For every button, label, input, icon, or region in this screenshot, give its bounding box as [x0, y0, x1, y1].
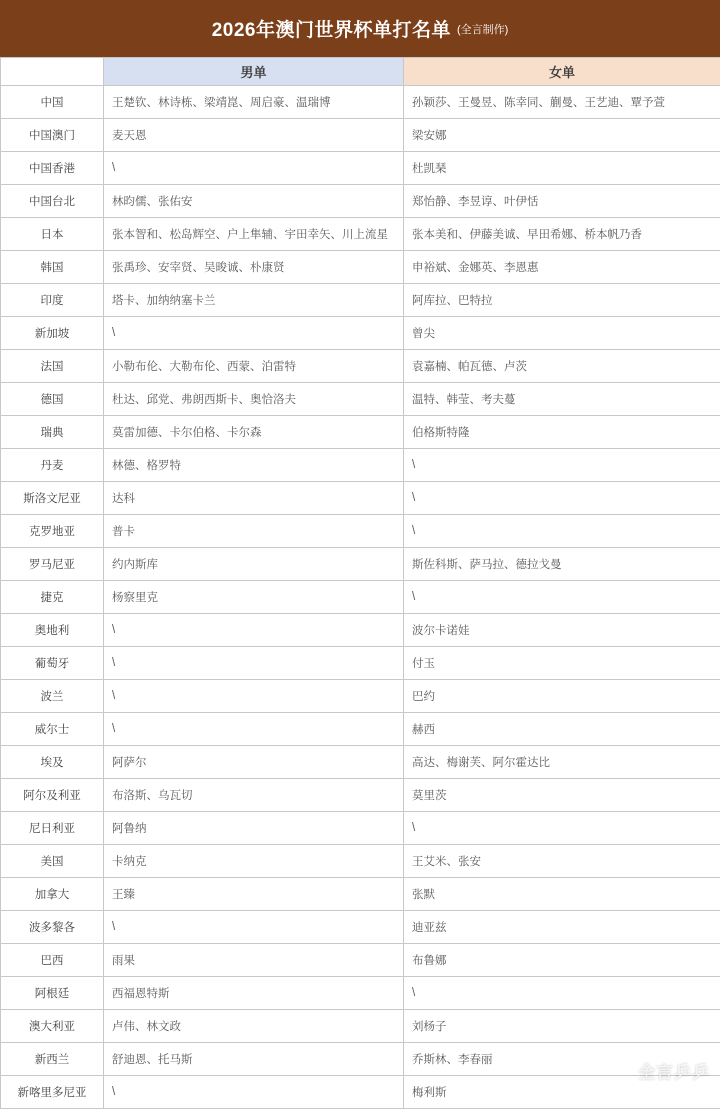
table-row — [1, 1010, 720, 1043]
watermark-label: 全言乒乒 — [638, 1058, 710, 1083]
cell-mens-singles: 杨察里克 — [104, 581, 404, 614]
cell-mens-singles: 张本智和、松岛辉空、户上隼辅、宇田幸矢、川上流星 — [104, 218, 404, 251]
document-title-bar — [0, 0, 720, 57]
table-row — [1, 515, 720, 548]
cell-mens-singles: 林德、格罗特 — [104, 449, 404, 482]
column-header-mens-singles: 男单 — [104, 58, 404, 86]
table-row — [1, 944, 720, 977]
cell-country: 丹麦 — [1, 449, 104, 482]
table-row — [1, 1076, 720, 1109]
cell-country: 中国香港 — [1, 152, 104, 185]
cell-womens-singles: 温特、韩莹、考夫蔓 — [404, 383, 720, 416]
cell-mens-singles: \ — [104, 647, 404, 680]
table-row — [1, 911, 720, 944]
table-row — [1, 185, 720, 218]
cell-country: 葡萄牙 — [1, 647, 104, 680]
cell-mens-singles: 舒迪恩、托马斯 — [104, 1043, 404, 1076]
cell-country: 美国 — [1, 845, 104, 878]
cell-mens-singles: 西福恩特斯 — [104, 977, 404, 1010]
cell-mens-singles: \ — [104, 680, 404, 713]
cell-mens-singles: 王楚钦、林诗栋、梁靖崑、周启豪、温瑞博 — [104, 86, 404, 119]
table-row — [1, 1043, 720, 1076]
cell-womens-singles: 乔斯林、李春丽 — [404, 1043, 720, 1076]
table-header-row — [1, 58, 720, 86]
cell-womens-singles: 斯佐科斯、萨马拉、德拉戈曼 — [404, 548, 720, 581]
cell-womens-singles: 张默 — [404, 878, 720, 911]
cell-mens-singles: 达科 — [104, 482, 404, 515]
cell-womens-singles: 付玉 — [404, 647, 720, 680]
cell-mens-singles: 阿萨尔 — [104, 746, 404, 779]
cell-womens-singles: 张本美和、伊藤美诚、早田希娜、桥本帆乃香 — [404, 218, 720, 251]
cell-country: 斯洛文尼亚 — [1, 482, 104, 515]
cell-mens-singles: 普卡 — [104, 515, 404, 548]
cell-mens-singles: 王臻 — [104, 878, 404, 911]
cell-country: 加拿大 — [1, 878, 104, 911]
table-row — [1, 977, 720, 1010]
cell-country: 阿根廷 — [1, 977, 104, 1010]
table-row — [1, 746, 720, 779]
table-row — [1, 86, 720, 119]
cell-womens-singles: 波尔卡诺娃 — [404, 614, 720, 647]
table-row — [1, 350, 720, 383]
cell-country: 埃及 — [1, 746, 104, 779]
cell-womens-singles: 杜凯琹 — [404, 152, 720, 185]
cell-mens-singles: 雨果 — [104, 944, 404, 977]
table-row — [1, 878, 720, 911]
cell-mens-singles: 约内斯库 — [104, 548, 404, 581]
cell-womens-singles: 迪亚兹 — [404, 911, 720, 944]
cell-womens-singles: 袁嘉楠、帕瓦德、卢茨 — [404, 350, 720, 383]
cell-country: 波多黎各 — [1, 911, 104, 944]
cell-country: 罗马尼亚 — [1, 548, 104, 581]
cell-womens-singles: 梁安娜 — [404, 119, 720, 152]
table-body — [1, 86, 720, 1109]
cell-mens-singles: \ — [104, 911, 404, 944]
page-title: 2026年澳门世界杯单打名单 — [212, 15, 451, 42]
cell-womens-singles: 梅利斯 — [404, 1076, 720, 1109]
cell-womens-singles: 孙颖莎、王曼昱、陈幸同、蒯曼、王艺迪、覃予萱 — [404, 86, 720, 119]
cell-mens-singles: 小勒布伦、大勒布伦、西蒙、泊雷特 — [104, 350, 404, 383]
cell-mens-singles: 卢伟、林文政 — [104, 1010, 404, 1043]
cell-womens-singles: 赫西 — [404, 713, 720, 746]
cell-mens-singles: 阿鲁纳 — [104, 812, 404, 845]
cell-country: 德国 — [1, 383, 104, 416]
cell-mens-singles: 林昀儒、张佑安 — [104, 185, 404, 218]
cell-womens-singles: \ — [404, 977, 720, 1010]
cell-womens-singles: \ — [404, 515, 720, 548]
table-row — [1, 548, 720, 581]
cell-country: 中国台北 — [1, 185, 104, 218]
cell-womens-singles: 郑怡静、李昱谆、叶伊恬 — [404, 185, 720, 218]
table-row — [1, 383, 720, 416]
table-row — [1, 152, 720, 185]
column-header-country — [1, 58, 104, 86]
cell-country: 阿尔及利亚 — [1, 779, 104, 812]
table-row — [1, 119, 720, 152]
cell-mens-singles: \ — [104, 713, 404, 746]
table-row — [1, 713, 720, 746]
cell-womens-singles: 布鲁娜 — [404, 944, 720, 977]
table-row — [1, 647, 720, 680]
table-row — [1, 251, 720, 284]
cell-womens-singles: 曾尖 — [404, 317, 720, 350]
table-row — [1, 284, 720, 317]
cell-womens-singles: 阿库拉、巴特拉 — [404, 284, 720, 317]
table-row — [1, 218, 720, 251]
table-row — [1, 680, 720, 713]
cell-womens-singles: 高达、梅谢芙、阿尔霍达比 — [404, 746, 720, 779]
cell-womens-singles: 巴约 — [404, 680, 720, 713]
cell-country: 日本 — [1, 218, 104, 251]
cell-mens-singles: \ — [104, 614, 404, 647]
cell-country: 澳大利亚 — [1, 1010, 104, 1043]
cell-mens-singles: 莫雷加德、卡尔伯格、卡尔森 — [104, 416, 404, 449]
cell-country: 新加坡 — [1, 317, 104, 350]
cell-womens-singles: 王艾米、张安 — [404, 845, 720, 878]
cell-country: 波兰 — [1, 680, 104, 713]
page-subtitle: (全言制作) — [457, 21, 508, 37]
cell-mens-singles: \ — [104, 317, 404, 350]
entry-list-table — [0, 57, 720, 1109]
cell-mens-singles: 麦天恩 — [104, 119, 404, 152]
cell-womens-singles: \ — [404, 449, 720, 482]
cell-country: 奥地利 — [1, 614, 104, 647]
cell-mens-singles: 杜达、邱党、弗朗西斯卡、奥恰洛夫 — [104, 383, 404, 416]
table-row — [1, 449, 720, 482]
cell-country: 印度 — [1, 284, 104, 317]
cell-womens-singles: \ — [404, 482, 720, 515]
cell-womens-singles: 伯格斯特隆 — [404, 416, 720, 449]
table-row — [1, 317, 720, 350]
cell-country: 中国 — [1, 86, 104, 119]
cell-mens-singles: 张禹珍、安宰贤、吴晙诚、朴康贤 — [104, 251, 404, 284]
table-row — [1, 614, 720, 647]
cell-country: 尼日利亚 — [1, 812, 104, 845]
cell-womens-singles: 申裕斌、金娜英、李恩惠 — [404, 251, 720, 284]
table-row — [1, 581, 720, 614]
cell-country: 捷克 — [1, 581, 104, 614]
cell-womens-singles: 莫里茨 — [404, 779, 720, 812]
cell-country: 克罗地亚 — [1, 515, 104, 548]
cell-country: 威尔士 — [1, 713, 104, 746]
table-row — [1, 845, 720, 878]
cell-mens-singles: 塔卡、加纳纳塞卡兰 — [104, 284, 404, 317]
table-row — [1, 779, 720, 812]
cell-mens-singles: 布洛斯、乌瓦切 — [104, 779, 404, 812]
cell-womens-singles: \ — [404, 812, 720, 845]
table-row — [1, 482, 720, 515]
cell-country: 中国澳门 — [1, 119, 104, 152]
cell-mens-singles: \ — [104, 152, 404, 185]
column-header-womens-singles: 女单 — [404, 58, 720, 86]
cell-womens-singles: \ — [404, 581, 720, 614]
cell-country: 韩国 — [1, 251, 104, 284]
table-row — [1, 416, 720, 449]
cell-country: 新西兰 — [1, 1043, 104, 1076]
cell-mens-singles: \ — [104, 1076, 404, 1109]
cell-country: 法国 — [1, 350, 104, 383]
cell-mens-singles: 卡纳克 — [104, 845, 404, 878]
table-row — [1, 812, 720, 845]
cell-country: 巴西 — [1, 944, 104, 977]
cell-country: 瑞典 — [1, 416, 104, 449]
cell-womens-singles: 刘杨子 — [404, 1010, 720, 1043]
cell-country: 新喀里多尼亚 — [1, 1076, 104, 1109]
